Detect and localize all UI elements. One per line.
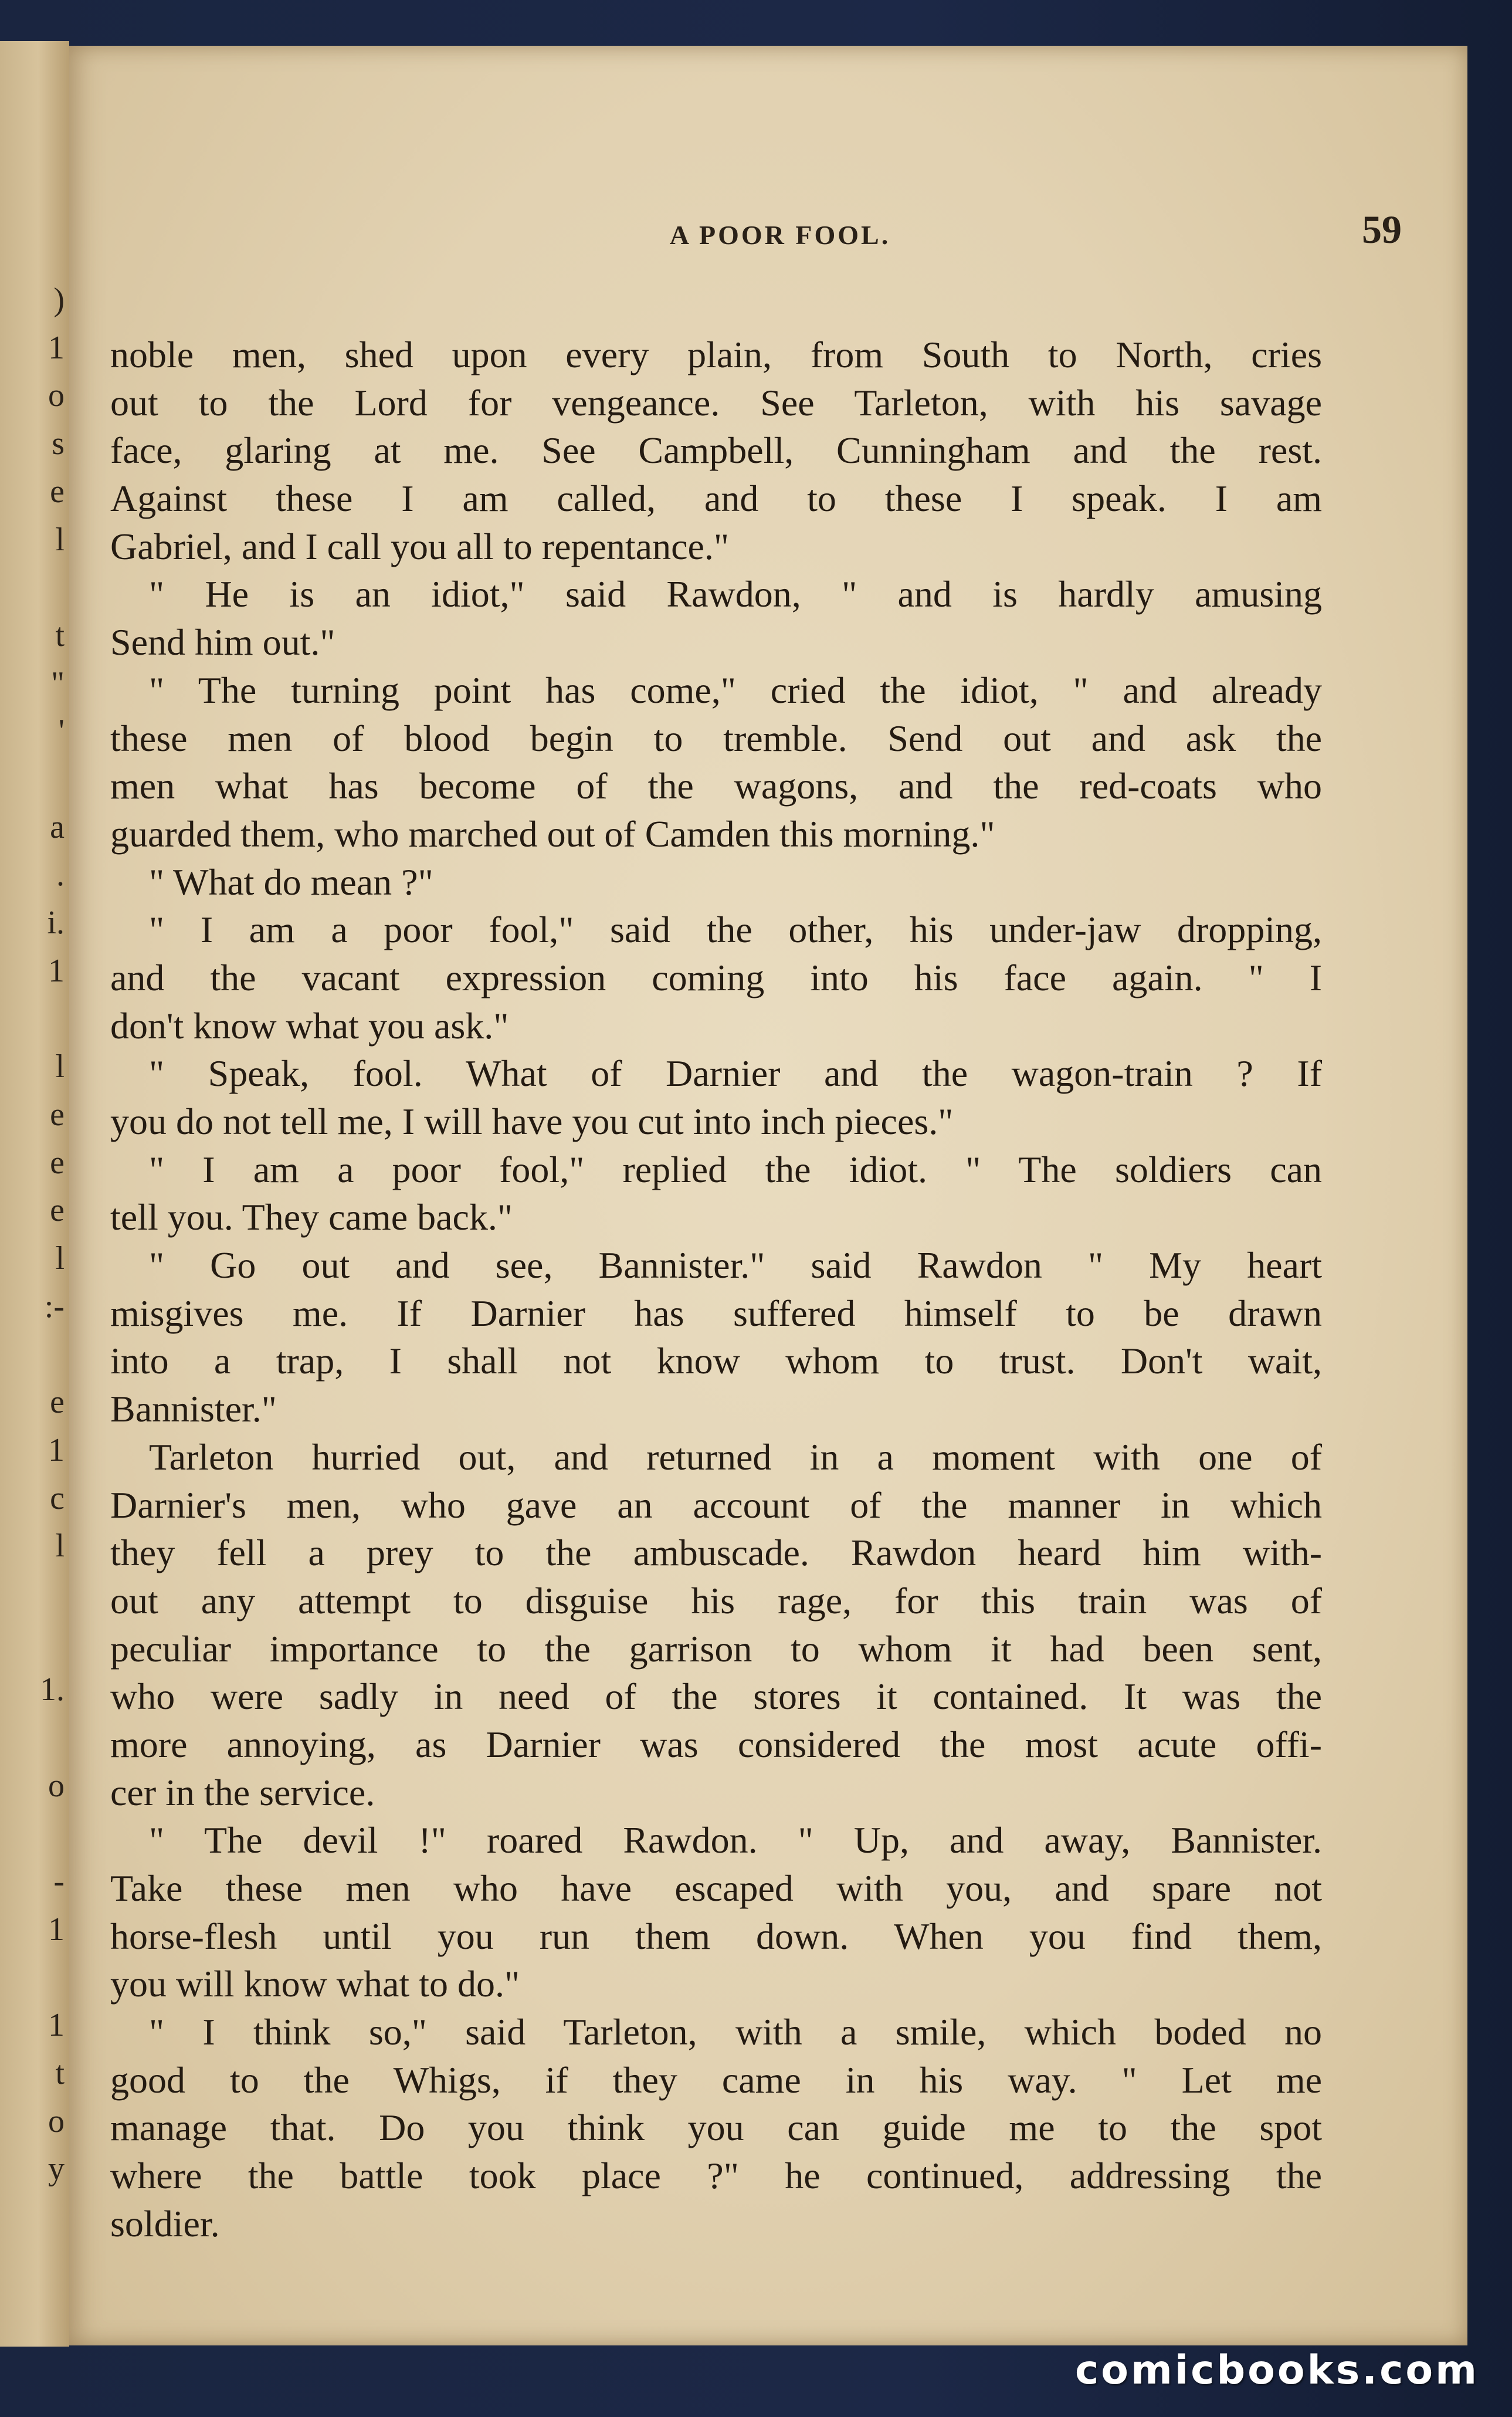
facing-page-char: 1 [48,2007,65,2044]
text-line: " Go out and see, Bannister." said Rawdon " My heart [149,1244,1322,1287]
facing-page-char: s [52,425,65,462]
facing-page-char: y [48,2151,65,2188]
facing-page-char: . [56,857,65,893]
text-line: " What do mean ?" [149,861,433,903]
text-line: into a trap, I shall not know whom to trust. Don't wait, [110,1340,1322,1382]
facing-page-char [0,1809,69,1857]
text-line: " The devil !" roared Rawdon. " Up, and away, Bannister. [149,1819,1322,1861]
text-line: these men of blood begin to tremble. Send out and ask the [110,717,1322,759]
text-line: peculiar importance to the garrison to whom it had been sent, [110,1627,1322,1670]
facing-page-char: l [55,521,65,558]
text-line: face, glaring at me. See Campbell, Cunningham and the rest. [110,429,1322,472]
text-line: cer in the service. [110,1771,375,1813]
text-line: don't know what you ask." [110,1004,509,1047]
book-page [69,46,1467,2345]
facing-page-char: e [50,1192,65,1229]
page-header [111,203,1425,259]
text-line: horse-flesh until you run them down. When you find them, [110,1915,1322,1957]
facing-page-char [0,1570,69,1618]
text-line: you do not tell me, I will have you cut into inch pieces." [110,1101,954,1142]
facing-page-char: t [55,2054,65,2091]
facing-page-char: ' [58,713,65,750]
text-line: more annoying, as Darnier was considered the most acute offi- [110,1723,1322,1765]
facing-page-char: 1 [48,1431,65,1468]
text-line: " The turning point has come," cried the idiot, " and already [149,669,1322,711]
facing-page-char [0,563,69,611]
text-line: Gabriel, and I call you all to repentance." [110,525,729,567]
facing-page-char: 1 [48,1911,65,1948]
facing-page-char: 1 [48,952,65,989]
facing-page-char: l [55,1528,65,1565]
facing-page-char: o [48,2103,65,2140]
facing-page-char: t [55,617,65,654]
text-line: and the vacant expression coming into his face again. " I [110,956,1322,998]
text-line: guarded them, who marched out of Camden this morning." [110,813,995,855]
facing-page-char [0,755,69,803]
facing-page-char: l [55,1240,65,1277]
facing-page-char: 1 [48,329,65,366]
facing-page-char: - [53,1863,65,1900]
facing-page-char: o [48,377,65,414]
text-line: tell you. They came back." [110,1196,513,1238]
text-line: Darnier's men, who gave an account of the manner in which [110,1484,1322,1526]
facing-page-char: ) [53,282,65,318]
facing-page-char: o [48,1767,65,1804]
running-head: A POOR FOOL. [669,220,891,250]
facing-page-char: :- [44,1288,65,1325]
facing-page-char: e [50,1144,65,1181]
text-line: out to the Lord for vengeance. See Tarleton, with his savage [110,381,1322,424]
facing-page-char: e [50,473,65,510]
text-line: you will know what to do." [110,1963,520,2005]
facing-page-char: a [50,808,65,845]
text-line: they fell a prey to the ambuscade. Rawdon heard him with- [110,1532,1322,1574]
page-number: 59 [1362,207,1402,252]
text-line: Against these I am called, and to these I speak. I am [110,478,1322,520]
facing-page-char: " [51,665,65,702]
text-line: manage that. Do you think you can guide me to the spot [110,2107,1322,2149]
text-line: good to the Whigs, if they came in his way. " Let me [110,2059,1322,2101]
text-line: Tarleton hurried out, and returned in a moment with one of [149,1436,1322,1478]
facing-page-char [0,1618,69,1666]
facing-page-char [0,1954,69,2002]
facing-page-char: i. [47,905,65,942]
text-line: where the battle took place ?" he continued, addressing the [110,2155,1322,2197]
text-line: Send him out." [110,621,335,664]
facing-page-char: 1. [40,1671,65,1708]
facing-page-char [0,995,69,1043]
text-line: who were sadly in need of the stores it contained. It was the [110,1675,1322,1718]
text-line: " I think so," said Tarleton, with a smile, which boded no [149,2011,1322,2053]
facing-page-char [0,1714,69,1762]
facing-page-edge [0,41,69,2347]
watermark-logo: comicbooks.com [1074,2347,1479,2394]
text-line: " He is an idiot," said Rawdon, " and is hardly amusing [149,573,1322,615]
text-line: noble men, shed upon every plain, from South to North, cries [110,334,1322,375]
text-line: soldier. [110,2202,220,2245]
text-line: Bannister." [110,1388,277,1430]
text-line: men what has become of the wagons, and the red-coats who [110,765,1322,807]
facing-page-char: l [55,1048,65,1085]
body-text [110,331,1322,2248]
facing-page-char [0,1330,69,1378]
text-line: Take these men who have escaped with you, and spare not [110,1867,1322,1909]
text-line: out any attempt to disguise his rage, for this train was of [110,1579,1322,1622]
text-line: " Speak, fool. What of Darnier and the wagon-train ? If [149,1052,1322,1095]
facing-page-char: e [50,1096,65,1133]
text-line: " I am a poor fool," replied the idiot. " The soldiers can [149,1148,1322,1190]
text-line: " I am a poor fool," said the other, his under-jaw dropping, [149,909,1322,951]
facing-page-char: e [50,1384,65,1421]
text-line: misgives me. If Darnier has suffered himself to be drawn [110,1292,1322,1334]
facing-page-char: c [50,1480,65,1516]
